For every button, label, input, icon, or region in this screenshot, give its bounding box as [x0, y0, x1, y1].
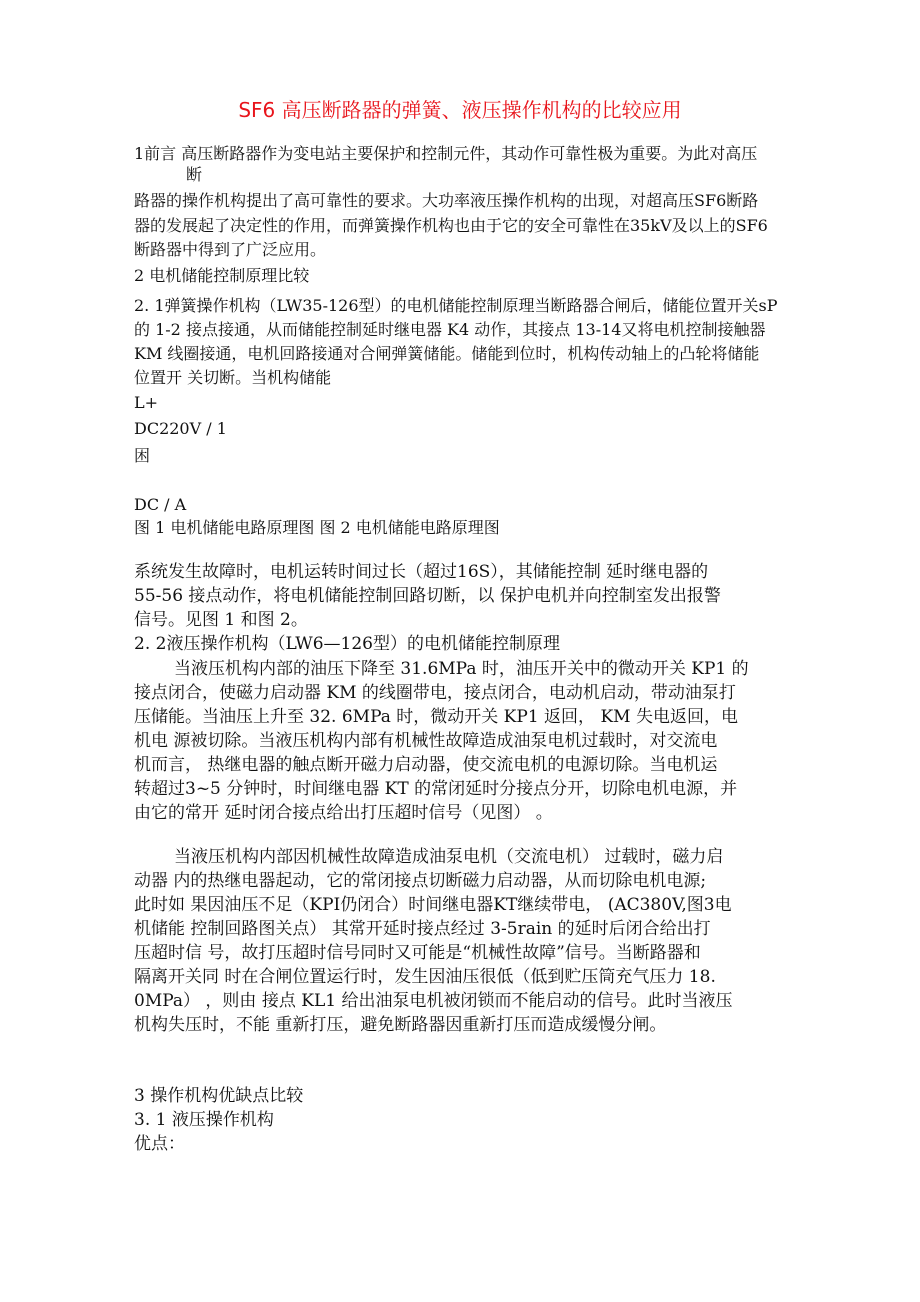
text-line: 由它的常开 延时闭合接点给出打压超时信号（见图） 。: [134, 803, 553, 823]
section-heading: 2. 2液压操作机构（LW6—126型）的电机储能控制原理: [134, 634, 560, 654]
text-line: 0MPa） ，则由 接点 KL1 给出油泵电机被闭锁而不能启动的信号。此时当液压: [134, 991, 733, 1011]
text-line: 当液压机构内部因机械性故障造成油泵电机（交流电机） 过载时，磁力启: [174, 847, 724, 867]
subsection-heading: 3. 1 液压操作机构: [134, 1110, 274, 1130]
text-line: 信号。见图 1 和图 2。: [134, 610, 308, 630]
text-line: 机而言， 热继电器的触点断开磁力启动器，使交流电机的电源切除。当电机运: [134, 755, 718, 775]
text-line: 压超时信 号，故打压超时信号同时又可能是“机械性故障”信号。当断路器和: [134, 943, 701, 963]
text-line: 位置开 关切断。当机构储能: [134, 368, 332, 387]
section-heading: 2 电机储能控制原理比较: [134, 266, 310, 285]
page-title: SF6 高压断路器的弹簧、液压操作机构的比较应用: [238, 98, 682, 122]
text-line: 的 1-2 接点接通，从而储能控制延时继电器 K4 动作，其接点 13-14又将电机控制接触器: [134, 320, 766, 339]
figure-label: L+: [134, 393, 159, 412]
text-line: 隔离开关同 时在合闸位置运行时，发生因油压很低（低到贮压筒充气压力 18.: [134, 967, 716, 987]
text-line: 动器 内的热继电器起动，它的常闭接点切断磁力启动器，从而切除电机电源;: [134, 871, 707, 891]
text-line: 2. 1弹簧操作机构（LW35-126型）的电机储能控制原理当断路器合闸后，储能位置开关sP: [134, 296, 778, 315]
text-line: 优点：: [134, 1134, 185, 1154]
text-line: 压储能。当油压上升至 32. 6MPa 时，微动开关 KP1 返回， KM 失电返回，电: [134, 707, 738, 727]
figure-label: 困: [134, 446, 151, 465]
text-line: 机电 源被切除。当液压机构内部有机械性故障造成油泵电机过载时，对交流电: [134, 731, 718, 751]
text-line: 器的发展起了决定性的作用，而弹簧操作机构也由于它的安全可靠性在35kV及以上的SF6: [134, 216, 768, 235]
text-line: 转超过3~5 分钟时，时间继电器 KT 的常闭延时分接点分开，切除电机电源，并: [134, 779, 738, 799]
text-line: 断: [186, 165, 203, 184]
section-heading: 3 操作机构优缺点比较: [134, 1086, 304, 1106]
text-line: 接点闭合，使磁力启动器 KM 的线圈带电，接点闭合，电动机启动，带动油泵打: [134, 683, 736, 703]
text-line: 55-56 接点动作，将电机储能控制回路切断，以 保护电机并向控制室发出报警: [134, 586, 721, 606]
text-line: 路器的操作机构提出了高可靠性的要求。大功率液压操作机构的出现，对超高压SF6断路: [134, 191, 759, 210]
text-line: 1前言 高压断路器作为变电站主要保护和控制元件，其动作可靠性极为重要。为此对高压: [134, 144, 758, 163]
text-line: 当液压机构内部的油压下降至 31.6MPa 时，油压开关中的微动开关 KP1 的: [174, 659, 749, 679]
figure-label: DC / A: [134, 495, 187, 514]
text-line: 系统发生故障时，电机运转时间过长（超过16S），其储能控制 延时继电器的: [134, 562, 709, 582]
text-line: 断路器中得到了广泛应用。: [134, 240, 327, 259]
text-line: KM 线圈接通，电机回路接通对合闸弹簧储能。储能到位时，机构传动轴上的凸轮将储能: [134, 344, 760, 363]
figure-label: DC220V / 1: [134, 419, 227, 438]
text-line: 机储能 控制回路图关点） 其常开延时接点经过 3-5rain 的延时后闭合给出打: [134, 919, 711, 939]
text-line: 此时如 果因油压不足（KPI仍闭合）时间继电器KT继续带电， (AC380V,图3电: [134, 895, 732, 915]
figure-caption: 图 1 电机储能电路原理图 图 2 电机储能电路原理图: [134, 518, 500, 537]
text-line: 机构失压时，不能 重新打压，避免断路器因重新打压而造成缓慢分闸。: [134, 1015, 667, 1035]
